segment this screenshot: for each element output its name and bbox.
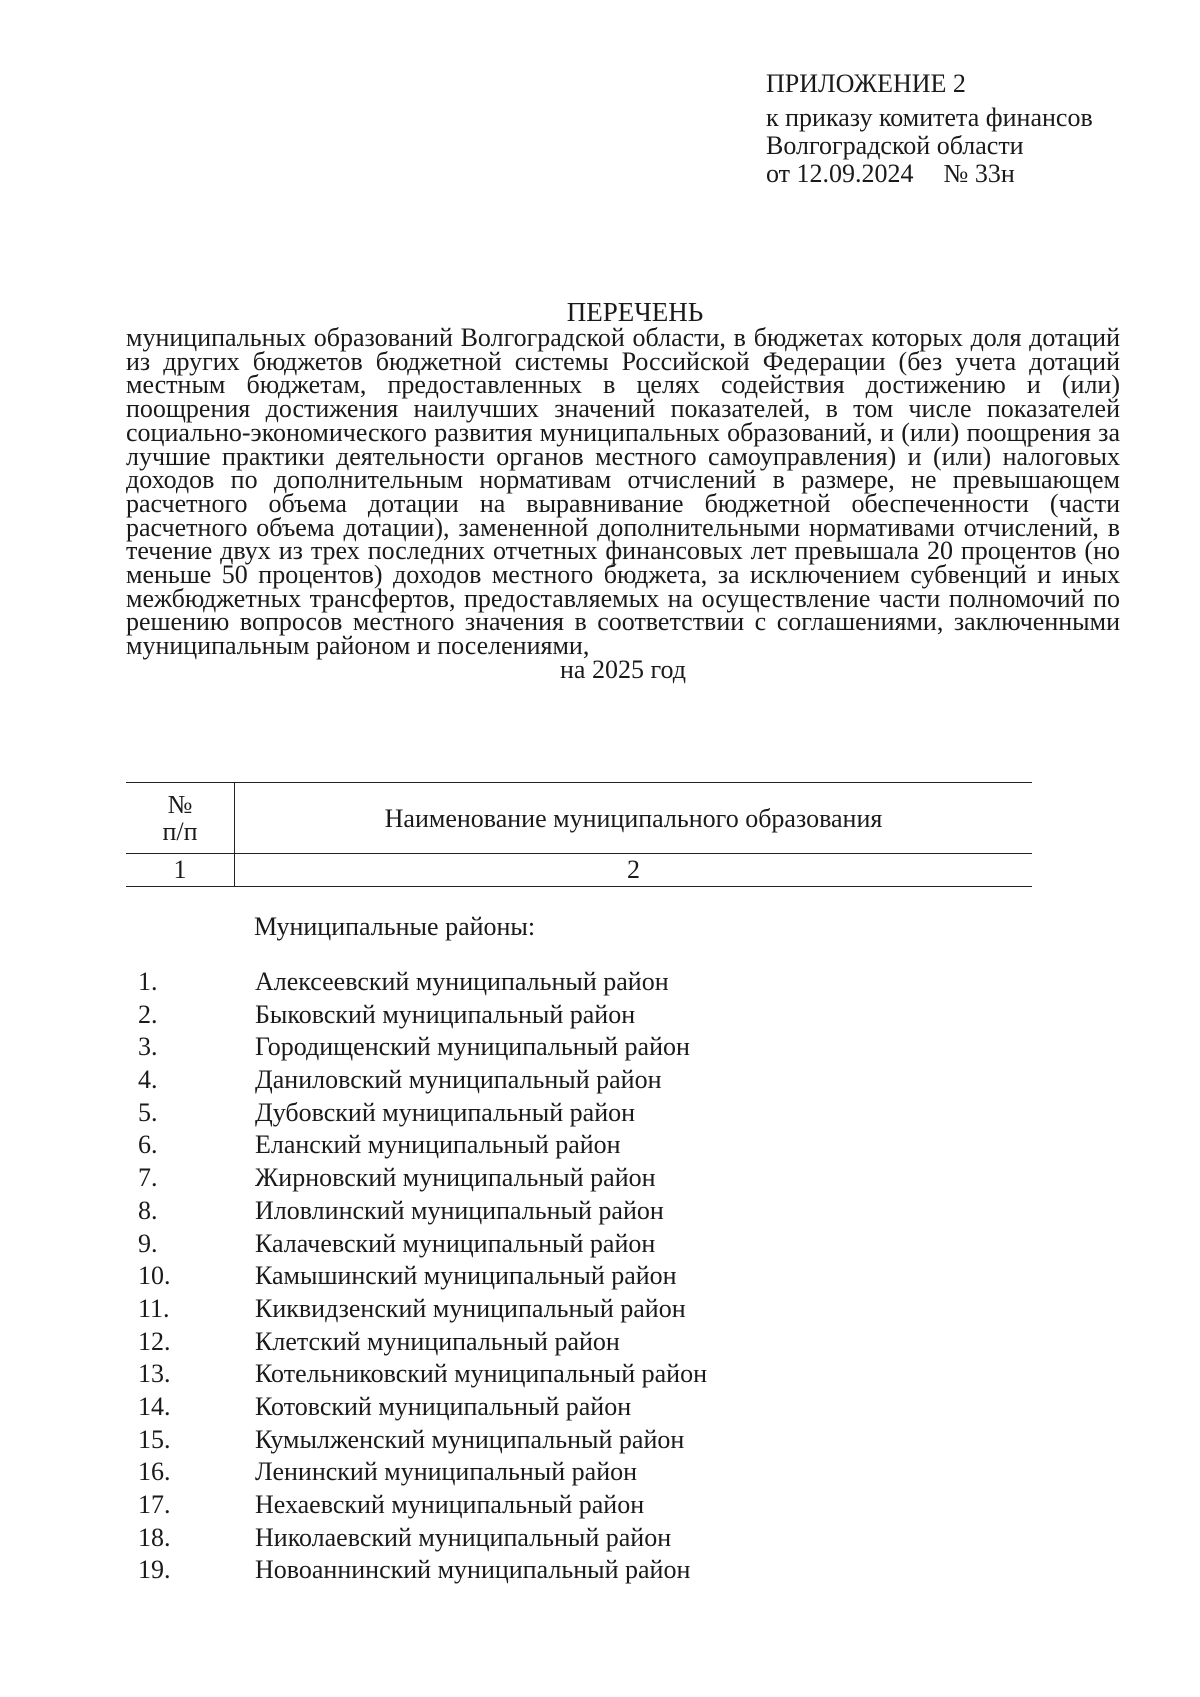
list-item-name: Быковский муниципальный район	[255, 999, 636, 1029]
attachment-date-line	[766, 160, 1166, 188]
list-item	[130, 1162, 707, 1195]
list-item-name: Даниловский муниципальный район	[255, 1065, 662, 1095]
list-item-name: Котельниковский муниципальный район	[255, 1359, 707, 1389]
list-item-name: Камышинский муниципальный район	[255, 1261, 677, 1291]
list-item-name: Городищенский муниципальный район	[255, 1032, 690, 1062]
list-item	[130, 1064, 707, 1097]
list-item-number: 11.	[138, 1293, 170, 1323]
list-item	[130, 1391, 707, 1424]
description-text: муниципальных образований Волгоградской области, в бюджетах которых доля дотаций из других бюджетов бюджетной системы Российской Федерации (без учета дотаций местным бюджетам, предоставленных в целях содействия достижению и (или) поощрения достижения наилучших значений показателей, в том числе показателей социально-экономического развития муниципальных образований, и (или) поощрения за лучшие практики деятельности органов местного самоуправления) и (или) налоговых доходов по дополнительным нормативам отчислений в размере, не превышающем расчетного объема дотации на выравнивание бюджетной обеспеченности (части расчетного объема дотации), замененной дополнительными нормативами отчислений, в течение двух из трех последних отчетных финансовых лет превышала 20 процентов (но меньше 50 процентов) доходов местного бюджета, за исключением субвенций и иных межбюджетных трансфертов, предоставляемых на осуществление части полномочий по решению вопросов местного значения в соответствии с соглашениями, заключенными муниципальным районом и поселениями,	[126, 323, 1120, 661]
list-item-number: 6.	[138, 1130, 158, 1160]
list-item	[130, 966, 707, 999]
table-header-row	[126, 783, 1032, 854]
list-item-number: 18.	[138, 1522, 171, 1552]
list-item-number: 8.	[138, 1195, 158, 1225]
list-item	[130, 1129, 707, 1162]
attachment-line-2: Волгоградской области	[766, 131, 1024, 160]
list-item-number: 13.	[138, 1359, 171, 1389]
list-item-name: Калачевский муниципальный район	[255, 1228, 656, 1258]
list-item	[130, 1260, 707, 1293]
document-title: ПЕРЕЧЕНЬ	[566, 297, 704, 327]
list-item-number: 12.	[138, 1326, 171, 1356]
attachment-block	[766, 70, 1166, 188]
attachment-line-1: к приказу комитета финансов	[766, 103, 1093, 132]
list-item	[130, 1424, 707, 1457]
list-item-name: Новоаннинский муниципальный район	[255, 1555, 691, 1585]
table-col1-header	[126, 783, 235, 854]
list-item-name: Нехаевский муниципальный район	[255, 1490, 645, 1519]
list-item-number: 3.	[138, 1032, 158, 1062]
list-item-name: Жирновский муниципальный район	[255, 1163, 656, 1193]
list-item-number: 7.	[138, 1163, 158, 1193]
attachment-date: от 12.09.2024	[766, 159, 914, 188]
district-list	[130, 966, 707, 1587]
table-number-row	[126, 854, 1032, 887]
list-item-name: Алексеевский муниципальный район	[255, 967, 669, 996]
table-col1-number: 1	[126, 854, 235, 887]
list-item	[130, 1195, 707, 1228]
list-item	[130, 1097, 707, 1130]
list-item-name: Котовский муниципальный район	[255, 1391, 632, 1421]
list-item	[130, 999, 707, 1032]
list-item-number: 15.	[138, 1424, 171, 1454]
list-item	[130, 1489, 707, 1522]
list-item-name: Кумылженский муниципальный район	[255, 1424, 685, 1454]
list-item-number: 9.	[138, 1228, 158, 1258]
list-item	[130, 1228, 707, 1261]
list-item-name: Дубовский муниципальный район	[255, 1097, 636, 1127]
list-item	[130, 1456, 707, 1489]
list-item-number: 4.	[138, 1065, 158, 1095]
list-item-name: Клетский муниципальный район	[255, 1326, 620, 1356]
list-item-number: 10.	[138, 1261, 171, 1291]
table-col2-header: Наименование муниципального образования	[235, 783, 1033, 854]
list-item-name: Киквидзенский муниципальный район	[255, 1293, 686, 1323]
col1-header-line-1: №	[167, 790, 193, 819]
list-item-number: 1.	[138, 967, 158, 996]
list-item-name: Николаевский муниципальный район	[255, 1522, 672, 1552]
list-item	[130, 1358, 707, 1391]
list-item-name: Ленинский муниципальный район	[255, 1457, 638, 1487]
list-item-name: Еланский муниципальный район	[255, 1130, 621, 1160]
list-item	[130, 1326, 707, 1359]
list-item-number: 19.	[138, 1555, 171, 1585]
list-item-number: 14.	[138, 1391, 171, 1421]
list-item	[130, 1522, 707, 1555]
list-item-number: 2.	[138, 999, 158, 1029]
list-item	[130, 1554, 707, 1587]
list-item-name: Иловлинский муниципальный район	[255, 1195, 664, 1225]
list-item-number: 5.	[138, 1097, 158, 1127]
attachment-title: ПРИЛОЖЕНИЕ 2	[766, 69, 966, 98]
list-item-number: 17.	[138, 1490, 171, 1519]
list-item	[130, 1293, 707, 1326]
list-item	[130, 1031, 707, 1064]
attachment-number: № 33н	[943, 159, 1015, 188]
header-table	[126, 782, 1032, 887]
description-year: на 2025 год	[560, 654, 686, 684]
col1-header-line-2: п/п	[162, 817, 198, 846]
table-col2-number: 2	[235, 854, 1033, 887]
document-description	[126, 323, 1120, 684]
section-heading: Муниципальные районы:	[254, 912, 536, 941]
list-item-number: 16.	[138, 1457, 171, 1487]
